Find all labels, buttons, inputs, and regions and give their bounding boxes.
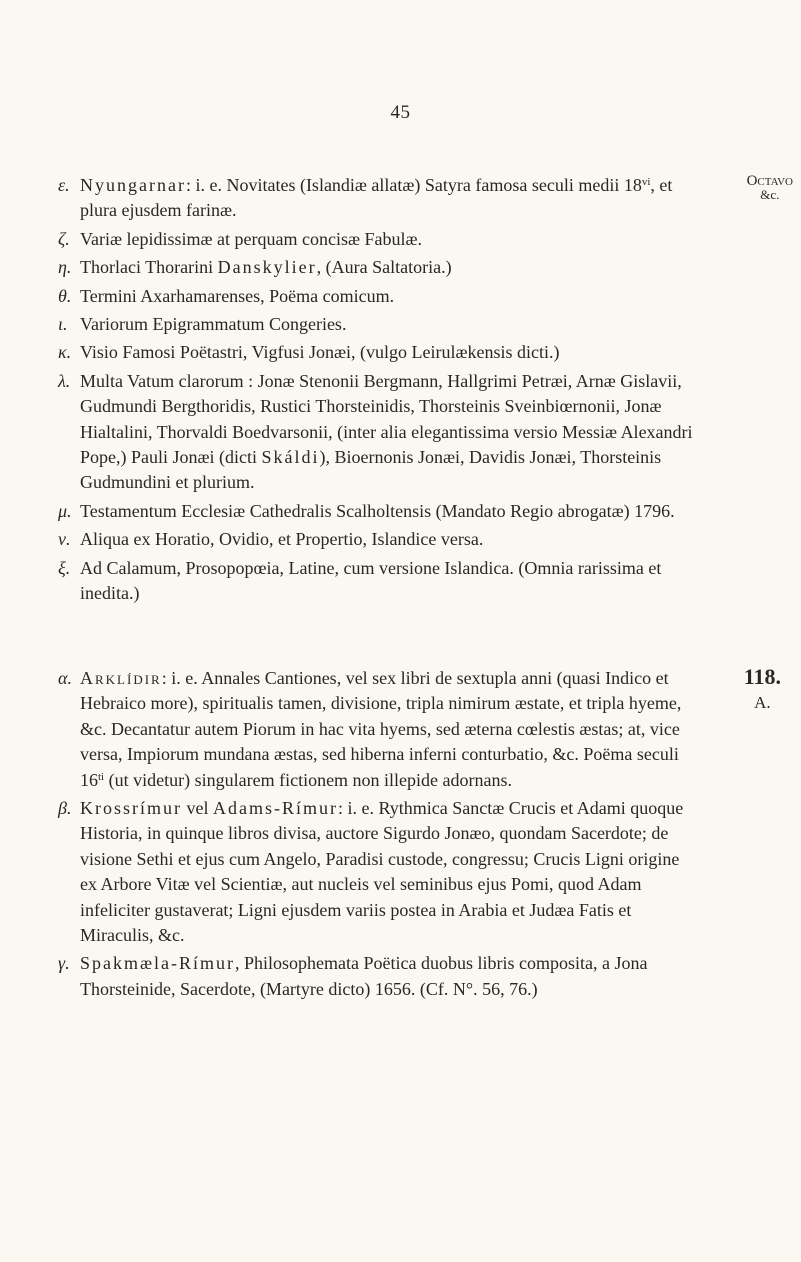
- entry-gamma: [58, 951, 698, 1002]
- entry-text: Variæ lepidissimæ at perquam concisæ Fabulæ.: [80, 228, 422, 249]
- shelf-number: 118.: [743, 664, 781, 689]
- entry-title-2: Adams-Rímur: [213, 798, 338, 819]
- entry-zeta: [58, 227, 698, 252]
- entry-title: Skáldi: [261, 447, 320, 468]
- entry-sup: vi: [641, 176, 651, 188]
- entry-alpha: [58, 666, 698, 793]
- entry-text: Testamentum Ecclesiæ Cathedralis Scalholtensis (Mandato Regio abrogatæ) 1796.: [80, 500, 675, 521]
- entry-text: Termini Axarhamarenses, Poëma comicum.: [80, 285, 395, 306]
- entry-label: γ.: [58, 953, 70, 974]
- section-two: [58, 666, 698, 1005]
- entry-label: ξ.: [58, 557, 71, 578]
- entry-pre: Thorlaci Thorarini: [80, 257, 218, 278]
- entry-title: Krossrímur: [80, 798, 182, 819]
- entry-label: κ.: [58, 342, 72, 363]
- entry-label: μ.: [58, 500, 72, 521]
- entry-eta: [58, 255, 698, 280]
- entry-label: β.: [58, 798, 72, 819]
- entry-label: ι.: [58, 314, 68, 335]
- entry-text: Aliqua ex Horatio, Ovidio, et Propertio, Islandice versa.: [80, 529, 484, 550]
- shelf-letter: A.: [754, 693, 771, 712]
- entry-label: ν.: [58, 529, 71, 550]
- entry-text-2: (ut videtur) singularem fictionem non illepide adornans.: [104, 769, 513, 790]
- entry-xi: [58, 556, 698, 607]
- section-one: [58, 173, 698, 610]
- entry-text: : i. e. Novitates (Islandiæ allatæ) Satyra famosa seculi medii 18: [185, 175, 642, 195]
- entry-text: Visio Famosi Poëtastri, Vigfusi Jonæi, (vulgo Leirulækensis dicti.): [80, 342, 560, 363]
- format-note-line2: &c.: [760, 187, 780, 202]
- entry-label: θ.: [58, 285, 72, 306]
- entry-text: : i. e. Annales Cantiones, vel sex libri de sextupla anni (quasi Indico et Hebraico more), spiritualis tamen, divisione, tripla nimirum æstate, et tripla hyeme, &c. Decantatur autem Piorum in hac vita hyems, sed æterna cœlestis æstas; at, vice versa, Impiorum mundana æstas, sed hiberna inferni conturbatio, &c. Poëma seculi 16: [80, 668, 682, 790]
- entry-mid: vel: [182, 798, 213, 819]
- entry-sup: ti: [98, 770, 105, 783]
- entry-mu: [58, 499, 698, 524]
- entry-nu: [58, 527, 698, 552]
- entry-label: η.: [58, 257, 72, 278]
- entry-lambda: [58, 369, 698, 496]
- format-note-line1: Octavo: [746, 173, 793, 189]
- entry-iota: [58, 312, 698, 337]
- entry-text: , Philosophemata Poëtica duobus libris composita, a Jona Thorsteinide, Sacerdote, (Martyre dicto) 1656. (Cf. N°. 56, 76.): [80, 953, 648, 999]
- entry-text: Variorum Epigrammatum Congeries.: [80, 314, 347, 335]
- entry-label: ζ.: [58, 228, 70, 249]
- entry-title: Spakmæla-Rímur: [80, 953, 235, 974]
- entry-title: Arklídir: [80, 668, 162, 688]
- page-number: 45: [390, 102, 411, 123]
- entry-text: : i. e. Rythmica Sanctæ Crucis et Adami quoque Historia, in quinque libros divisa, auctore Sigurdo Jonæo, quondam Sacerdote; de visione Sethi et ejus cum Angelo, Paradisi custode, congressu; Crucis Ligni origine ex Arbore Vitæ vel Scientiæ, aut nucleis vel seminibus ejus Pomi, quod Adam infeliciter gustaverat; Ligni ejusdem variis postea in Arabia et Judæa Fatis et Miraculis, &c.: [80, 798, 684, 946]
- entry-text: Ad Calamum, Prosopopœia, Latine, cum versione Islandica. (Omnia rarissima et inedita.): [80, 557, 662, 604]
- entry-post: , (Aura Saltatoria.): [316, 257, 452, 278]
- shelf-mark: [744, 664, 781, 716]
- entry-title: Nyungarnar: [80, 175, 186, 195]
- entry-label: ε.: [58, 175, 70, 195]
- entry-post: ), Bioernonis Jonæi, Davidis Jonæi, Thorsteinis Gudmundini et plurium.: [80, 447, 662, 493]
- entry-text-2: , et plura ejusdem farinæ.: [80, 175, 673, 221]
- entry-beta: [58, 796, 698, 948]
- entry-title: Danskylier: [217, 257, 317, 278]
- entry-pre: Multa Vatum clarorum : Jonæ Stenonii Bergmann, Hallgrimi Petræi, Arnæ Gislavii, Gudmundi Bergthoridis, Rustici Thorsteinidis, Thorsteinis Sveinbiœrnonii, Jonæ Hialtalini, Thorvaldi Boedvarsonii, (inter alia elegantissima versio Messiæ Alexandri Pope,) Pauli Jonæi (dicti: [80, 370, 693, 468]
- entry-epsilon: [58, 173, 698, 224]
- entry-label: λ.: [58, 370, 71, 391]
- format-margin-note: [747, 174, 793, 202]
- entry-kappa: [58, 340, 698, 365]
- entry-label: α.: [58, 668, 72, 688]
- entry-theta: [58, 284, 698, 309]
